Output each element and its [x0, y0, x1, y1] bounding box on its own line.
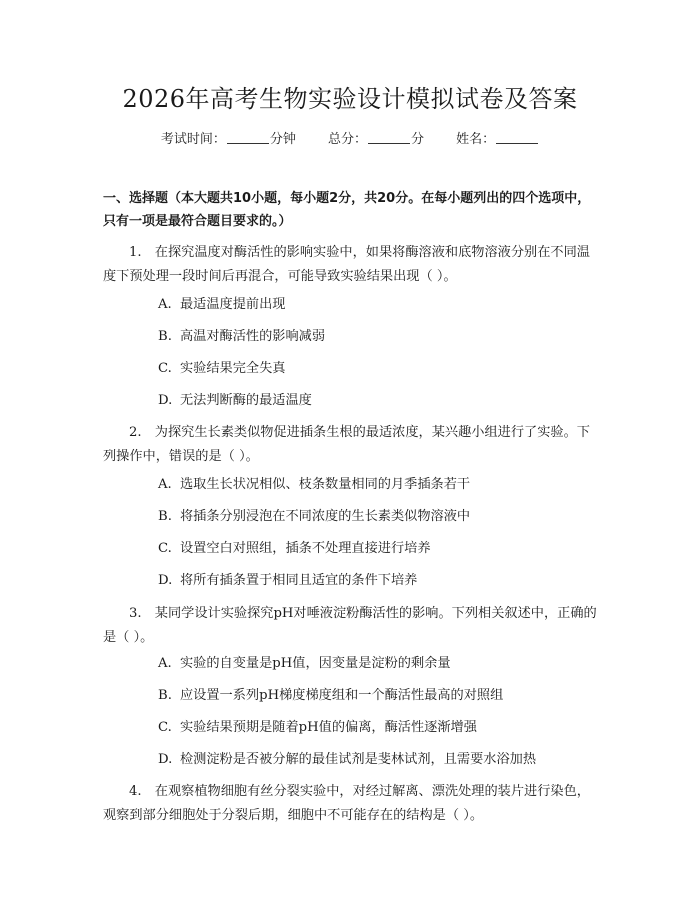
option-letter: B. — [158, 509, 172, 524]
question-2-option-d — [158, 571, 598, 591]
question-1-stem: 1. 在探究温度对酶活性的影响实验中，如果将酶溶液和底物溶液分别在不同温度下预处理一段时间后再混合，可能导致实验结果出现（ ）。 — [103, 245, 590, 284]
question-2-option-c — [158, 539, 598, 559]
option-text: 最适温度提前出现 — [180, 297, 286, 312]
question-2-option-a — [158, 475, 598, 495]
question-1-option-c — [158, 359, 598, 379]
question-3-stem: 3. 某同学设计实验探究pH对唾液淀粉酶活性的影响。下列相关叙述中，正确的是（ ）。 — [103, 606, 597, 645]
option-text: 无法判断酶的最适温度 — [180, 393, 312, 408]
option-letter: B. — [158, 329, 172, 344]
option-text: 实验结果预期是随着pH值的偏离，酶活性逐渐增强 — [180, 720, 477, 735]
option-text: 应设置一系列pH梯度梯度组和一个酶活性最高的对照组 — [180, 688, 504, 703]
question-1-option-a — [158, 295, 598, 315]
question-1-option-b — [158, 327, 598, 347]
score-field — [328, 132, 424, 147]
name-label: 姓名： — [456, 132, 496, 147]
time-blank — [227, 129, 269, 144]
question-2-stem: 2. 为探究生长素类似物促进插条生根的最适浓度，某兴趣小组进行了实验。下列操作中，错误的是（ ）。 — [103, 425, 590, 464]
option-text: 实验结果完全失真 — [180, 361, 286, 376]
option-letter: D. — [158, 573, 173, 588]
option-text: 选取生长状况相似、枝条数量相同的月季插条若干 — [180, 477, 471, 492]
question-3-option-b — [158, 686, 598, 706]
exam-title: 2026年高考生物实验设计模拟试卷及答案 — [122, 85, 578, 113]
question-4-stem: 4. 在观察植物细胞有丝分裂实验中，对经过解离、漂洗处理的装片进行染色，观察到部分细胞处于分裂后期，细胞中不可能存在的结构是（ ）。 — [103, 784, 590, 823]
option-text: 高温对酶活性的影响减弱 — [180, 329, 326, 344]
time-unit: 分钟 — [269, 132, 296, 147]
question-1-option-d — [158, 391, 598, 411]
time-field — [161, 132, 296, 147]
option-letter: D. — [158, 752, 173, 767]
option-letter: B. — [158, 688, 172, 703]
score-label: 总分： — [327, 132, 367, 147]
name-blank — [496, 129, 538, 144]
score-blank — [368, 129, 410, 144]
question-3-option-a — [158, 654, 598, 674]
exam-meta-line — [0, 129, 700, 151]
option-text: 将插条分别浸泡在不同浓度的生长素类似物溶液中 — [180, 509, 471, 524]
option-letter: A. — [158, 477, 172, 492]
option-text: 将所有插条置于相同且适宜的条件下培养 — [180, 573, 418, 588]
option-text: 实验的自变量是pH值，因变量是淀粉的剩余量 — [180, 656, 451, 671]
option-letter: A. — [158, 656, 172, 671]
score-unit: 分 — [411, 132, 425, 147]
option-text: 设置空白对照组，插条不处理直接进行培养 — [180, 541, 431, 556]
option-letter: A. — [158, 297, 172, 312]
question-3-option-d — [158, 750, 598, 770]
question-2-option-b — [158, 507, 598, 527]
option-letter: C. — [158, 720, 172, 735]
option-letter: C. — [158, 541, 172, 556]
option-letter: C. — [158, 361, 172, 376]
question-3-option-c — [158, 718, 598, 738]
name-field — [456, 132, 539, 147]
option-letter: D. — [158, 393, 173, 408]
time-label: 考试时间： — [160, 132, 226, 147]
section-heading: 一、选择题（本大题共10小题，每小题2分，共20分。在每小题列出的四个选项中，只有一项是最符合题目要求的。） — [103, 191, 591, 229]
option-text: 检测淀粉是否被分解的最佳试剂是斐林试剂，且需要水浴加热 — [180, 752, 537, 767]
